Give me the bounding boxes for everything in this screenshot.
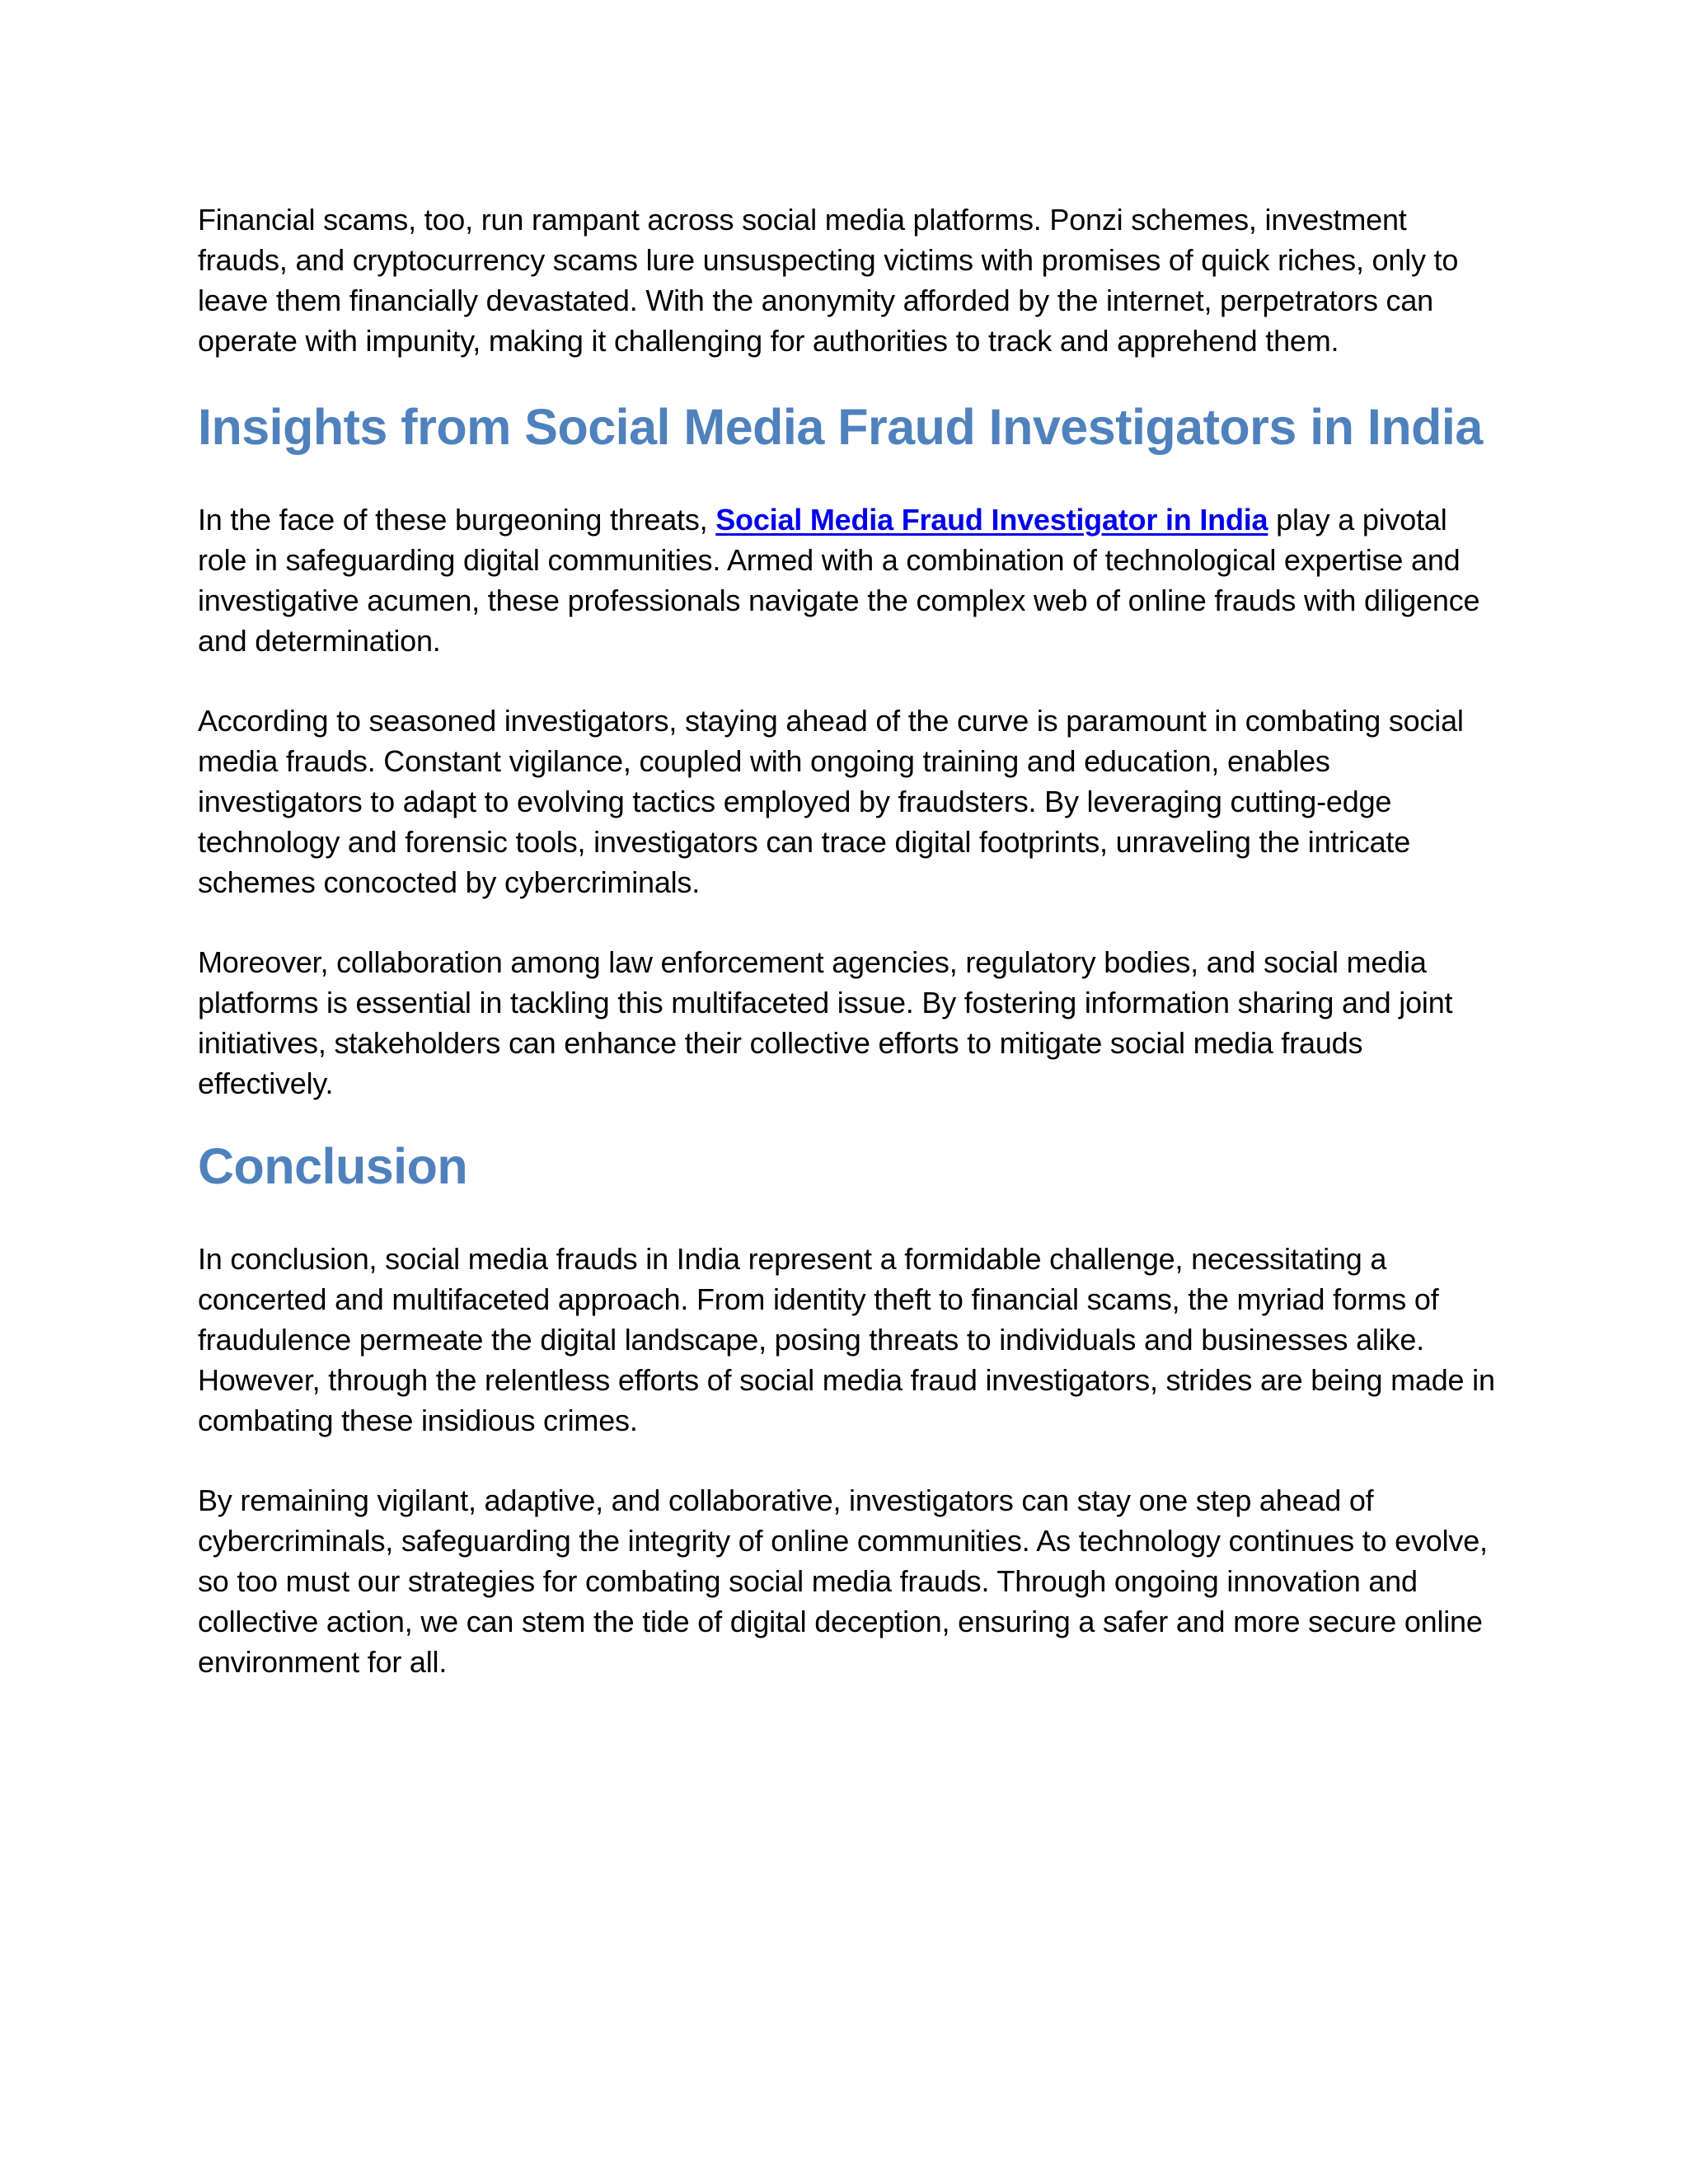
paragraph-seasoned-investigators: According to seasoned investigators, staying ahead of the curve is paramount in combating social media frauds. Constant vigilance, coupled with ongoing training and education, enables investigators to adapt to evolving tactics employed by fraudsters. By leveraging cutting-edge technology and forensic tools, investigators can trace digital footprints, unraveling the intricate schemes concocted by cybercriminals. <box>198 704 1464 899</box>
paragraph-collaboration: Moreover, collaboration among law enforcement agencies, regulatory bodies, and social media platforms is essential in tackling this multifaceted issue. By fostering information sharing and joint initiatives, stakeholders can enhance their collective efforts to mitigate social media frauds effectively. <box>198 945 1453 1100</box>
paragraph-financial-scams: Financial scams, too, run rampant across social media platforms. Ponzi schemes, investment frauds, and cryptocurrency scams lure unsuspecting victims with promises of quick riches, only to leave them financially devastated. With the anonymity afforded by the internet, perpetrators can operate with impunity, making it challenging for authorities to track and apprehend them. <box>198 203 1459 358</box>
investigator-link[interactable]: Social Media Fraud Investigator in India <box>715 503 1268 537</box>
paragraph-text-after-link: play a pivotal role in safeguarding digital communities. Armed with a combination of technological expertise and investigative acumen, these professionals navigate the complex web of online frauds with diligence and determination. <box>198 503 1480 658</box>
paragraph-final: By remaining vigilant, adaptive, and collaborative, investigators can stay one step ahead of cybercriminals, safeguarding the integrity of online communities. As technology continues to evolve, so too must our strategies for combating social media frauds. Through ongoing innovation and collective action, we can stem the tide of digital deception, ensuring a safer and more secure online environment for all. <box>198 1483 1488 1679</box>
paragraph-conclusion: In conclusion, social media frauds in India represent a formidable challenge, necessitating a concerted and multifaceted approach. From identity theft to financial scams, the myriad forms of fraudulence permeate the digital landscape, posing threats to individuals and businesses alike. However, through the relentless efforts of social media fraud investigators, strides are being made in combating these insidious crimes. <box>198 1242 1495 1437</box>
heading-insights: Insights from Social Media Fraud Investigators in India <box>198 399 1483 455</box>
heading-conclusion: Conclusion <box>198 1138 468 1194</box>
paragraph-text-before-link: In the face of these burgeoning threats, <box>198 503 716 537</box>
paragraph-investigators-role <box>198 499 1500 661</box>
document-page <box>198 199 1500 1682</box>
